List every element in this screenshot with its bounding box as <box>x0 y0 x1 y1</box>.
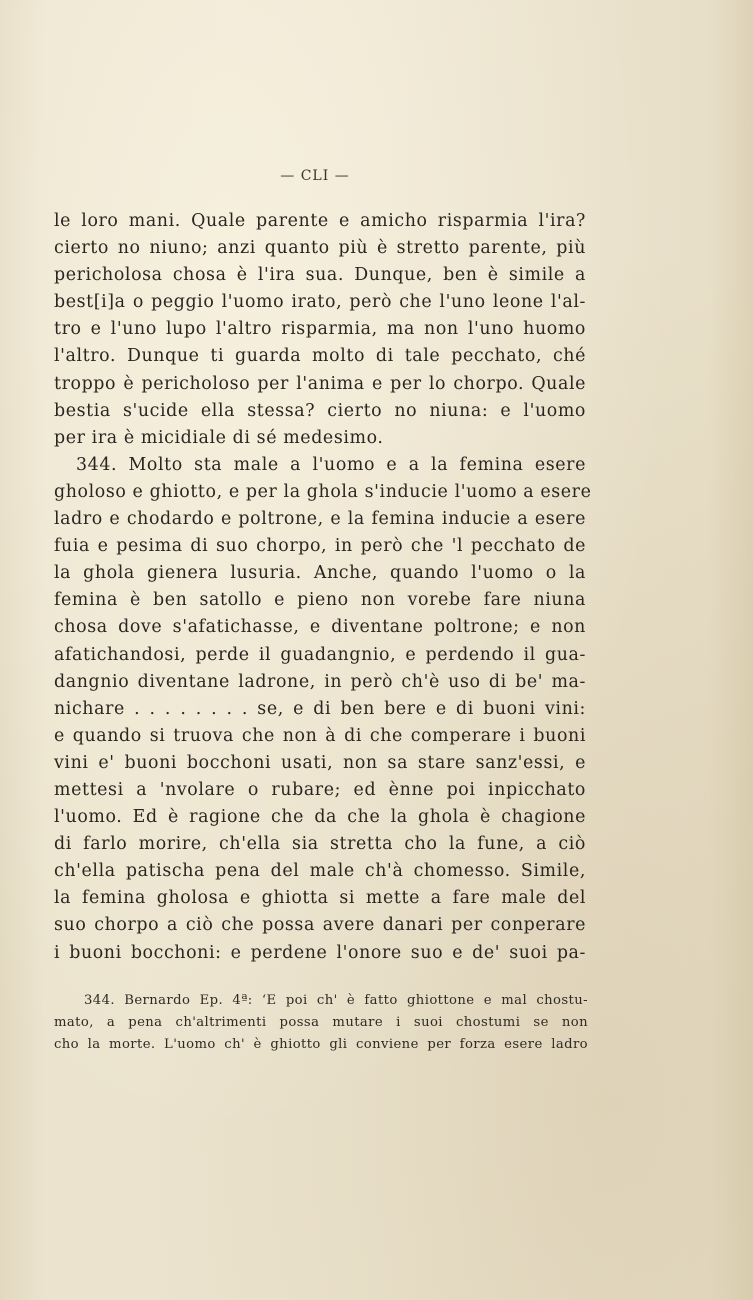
text-line: ch'ella patischa pena del male ch'à chomesso. Simile, <box>54 861 586 882</box>
text-line: la ghola gienera lusuria. Anche, quando l'uomo o la <box>54 563 586 584</box>
footnote-line: 344. Bernardo Ep. 4ª: ‘E poi ch' è fatto ghiottone e mal chostu- <box>84 993 588 1008</box>
text-line: i buoni bocchoni: e perdene l'onore suo e de' suoi pa- <box>54 942 586 963</box>
text-line: fuia e pesima di suo chorpo, in però che 'l pecchato de <box>54 536 586 557</box>
text-line: per ira è micidiale di sé medesimo. <box>54 427 384 448</box>
text-line: la femina gholosa e ghiotta si mette a fare male del <box>54 888 586 909</box>
footnote <box>54 990 588 1056</box>
text-line: femina è ben satollo e pieno non vorebe fare niuna <box>54 590 586 611</box>
text-line: le loro mani. Quale parente e amicho risparmia l'ira? <box>54 211 586 231</box>
text-line: afatichandosi, perde il guadangnio, e perdendo il gua- <box>54 644 586 665</box>
main-text <box>54 208 592 967</box>
page-header: — CLI — <box>280 168 350 184</box>
text-line: dangnio diventane ladrone, in però ch'è uso di be' ma- <box>54 671 586 692</box>
text-line: cierto no niuno; anzi quanto più è stretto parente, più <box>54 238 586 259</box>
text-line: l'altro. Dunque ti guarda molto di tale pecchato, ché <box>54 346 586 367</box>
text-line: bestia s'ucide ella stessa? cierto no niuna: e l'uomo <box>54 400 586 421</box>
text-line: gholoso e ghiotto, e per la ghola s'inducie l'uomo a esere <box>54 481 592 502</box>
text-line: pericholosa chosa è l'ira sua. Dunque, ben è simile a <box>54 265 586 286</box>
text-line: l'uomo. Ed è ragione che da che la ghola è chagione <box>54 807 586 828</box>
text-line: nichare . . . . . . . . se, e di ben bere e di buoni vini: <box>54 698 586 719</box>
text-line: ladro e chodardo e poltrone, e la femina inducie a esere <box>54 509 586 530</box>
footnote-line: cho la morte. L'uomo ch' è ghiotto gli conviene per forza esere ladro <box>54 1037 588 1052</box>
footnote-line: mato, a pena ch'altrimenti possa mutare i suoi chostumi se non <box>54 1015 588 1030</box>
text-line: e quando si truova che non à di che comperare i buoni <box>54 725 586 746</box>
text-line: di farlo morire, ch'ella sia stretta cho la fune, a ciò <box>54 834 586 855</box>
text-line: tro e l'uno lupo l'altro risparmia, ma non l'uno huomo <box>54 319 586 340</box>
text-line: vini e' buoni bocchoni usati, non sa stare sanz'essi, e <box>54 752 586 773</box>
text-line: mettesi a 'nvolare o rubare; ed ènne poi inpicchato <box>54 779 586 800</box>
text-line: troppo è pericholoso per l'anima e per lo chorpo. Quale <box>54 373 586 394</box>
text-line: suo chorpo a ciò che possa avere danari per conperare <box>54 915 586 936</box>
text-line: chosa dove s'afatichasse, e diventane poltrone; e non <box>54 617 586 638</box>
paragraph-start-line: 344. Molto sta male a l'uomo e a la femina esere <box>76 454 586 475</box>
text-line: best[i]a o peggio l'uomo irato, però che l'uno leone l'al- <box>54 292 586 313</box>
